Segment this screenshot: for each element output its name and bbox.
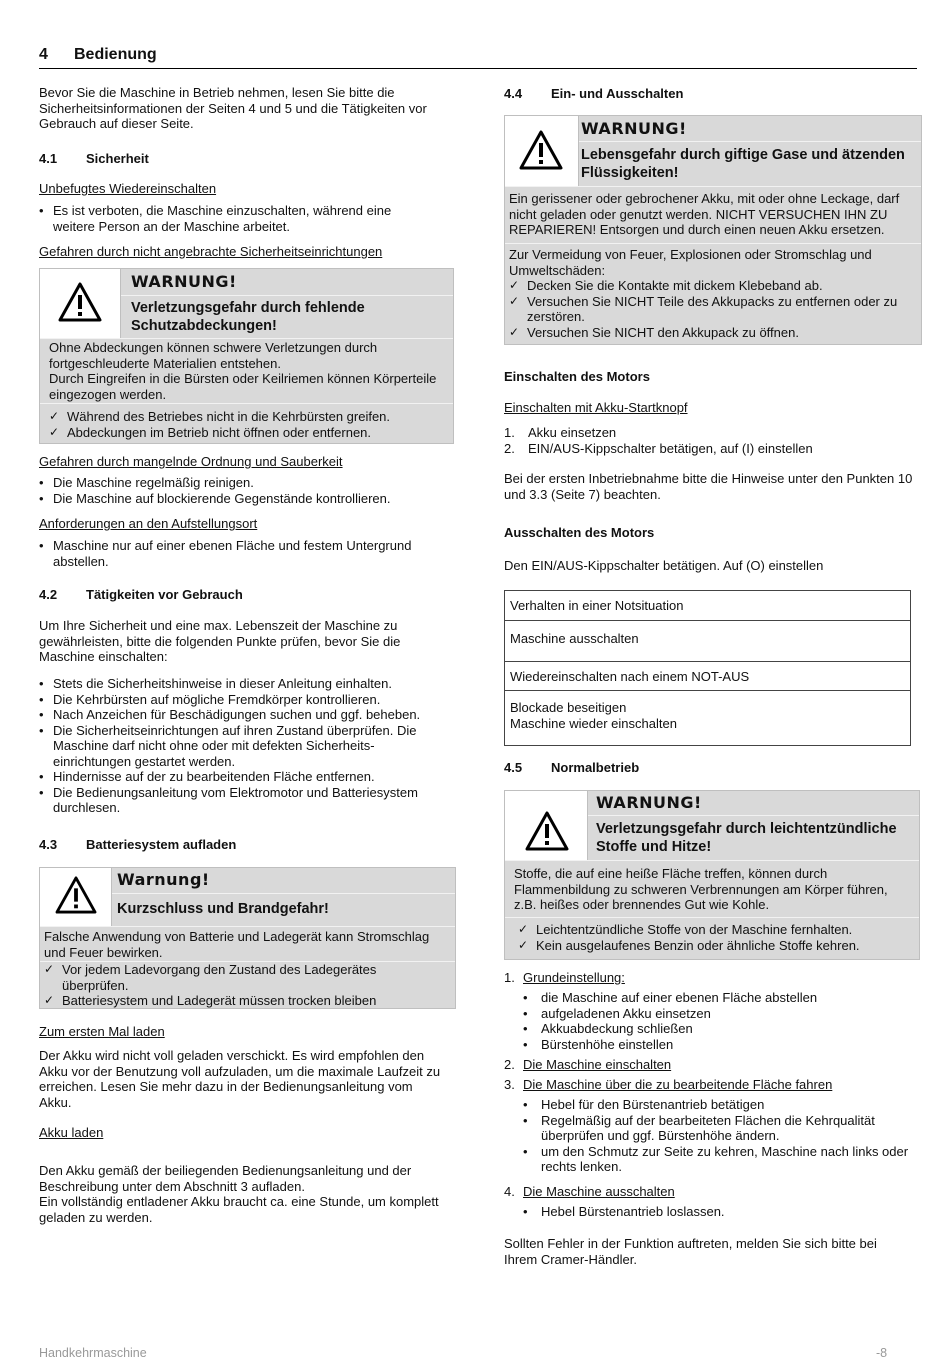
check-item: ✓ Leichtentzündliche Stoffe von der Maschine fernhalten. bbox=[518, 922, 913, 938]
list-item: • Hebel Bürstenantrieb loslassen. bbox=[523, 1204, 914, 1220]
warning-checklist bbox=[509, 278, 917, 340]
step-sublist bbox=[504, 1204, 914, 1220]
warning-body-text: Stoffe, die auf eine heiße Fläche treffen, können durch Flammenbildung zu schweren Verbrennungen am Körper führen, z.B. heißes oder brennendes Gut wie Kohle. bbox=[514, 866, 888, 912]
heading-number: 4.5 bbox=[504, 760, 523, 775]
list-item: • Es ist verboten, die Maschine einzuschalten, während eine weitere Person an der Maschine arbeitet. bbox=[39, 203, 419, 234]
warning-icon-cell bbox=[505, 116, 579, 186]
heading-text: Batteriesystem aufladen bbox=[86, 837, 237, 852]
check-item: ✓ Versuchen Sie NICHT den Akkupack zu öffnen. bbox=[509, 325, 917, 341]
divider bbox=[505, 860, 919, 861]
warning-subtitle: Kurzschluss und Brandgefahr! bbox=[117, 901, 329, 917]
ausschalten-text: Den EIN/AUS-Kippschalter betätigen. Auf (O) einstellen bbox=[504, 558, 824, 573]
list-item: • Hindernisse auf der zu bearbeitenden Fläche entfernen. bbox=[39, 769, 439, 785]
heading-number: 4.3 bbox=[39, 837, 58, 852]
heading-text: Ein- und Ausschalten bbox=[551, 86, 684, 101]
check-item: ✓ Versuchen Sie NICHT Teile des Akkupacks zu entfernen oder zu zerstören. bbox=[509, 294, 917, 325]
akku-laden-text bbox=[39, 1163, 444, 1225]
step-number: 2. bbox=[504, 440, 515, 456]
warning-checklist bbox=[49, 409, 444, 440]
heading-4-4 bbox=[504, 86, 683, 102]
step-item bbox=[504, 441, 904, 457]
warning-title: WARNUNG! bbox=[131, 272, 237, 291]
table-cell: Maschine ausschalten bbox=[510, 631, 639, 646]
divider bbox=[40, 338, 453, 339]
warning-icon-cell bbox=[40, 269, 121, 338]
s42-intro: Um Ihre Sicherheit und eine max. Lebenszeit der Maschine zu gewährleisten, bitte die folgenden Punkte prüfen, bevor Sie die Maschine einschalten: bbox=[39, 618, 401, 664]
step-number: 1. bbox=[504, 425, 515, 440]
warning-box-gases bbox=[504, 115, 922, 345]
paragraph: Den Akku gemäß der beiliegenden Bedienungsanleitung und der Beschreibung unter dem Abschnitt 3 aufladen. bbox=[39, 1163, 412, 1194]
warning-body bbox=[49, 340, 444, 402]
list-item: • Maschine nur auf einer ebenen Fläche und festem Untergrund abstellen. bbox=[39, 538, 439, 569]
divider bbox=[40, 403, 453, 404]
heading-text: Normalbetrieb bbox=[551, 760, 640, 775]
unbefugt-list bbox=[39, 203, 419, 234]
unbefugt-heading: Unbefugtes Wiedereinschalten bbox=[39, 181, 217, 196]
table-row bbox=[505, 661, 910, 690]
divider bbox=[505, 243, 921, 244]
warning-title: WARNUNG! bbox=[581, 119, 687, 138]
emergency-table bbox=[504, 590, 911, 746]
heading-text: Tätigkeiten vor Gebrauch bbox=[86, 587, 243, 602]
heading-number: 4.4 bbox=[504, 86, 523, 101]
step-text: Die Maschine einschalten bbox=[523, 1057, 672, 1072]
erstes-laden-text: Der Akku wird nicht voll geladen verschickt. Es wird empfohlen den Akku vor der Benutzung voll aufzuladen, um die maximale Laufzeit zu erreichen. Lesen Sie mehr dazu in der Bedienungsanleitung vom Akku. bbox=[39, 1048, 441, 1110]
warning-box-battery bbox=[39, 867, 456, 1009]
warning-box-heat bbox=[504, 790, 920, 960]
einschalten-subheading: Einschalten mit Akku-Startknopf bbox=[504, 400, 688, 415]
divider bbox=[579, 141, 921, 142]
divider bbox=[40, 926, 455, 927]
warning-body-2 bbox=[509, 247, 917, 340]
ausschalten-heading: Ausschalten des Motors bbox=[504, 525, 655, 540]
warning-triangle-icon bbox=[58, 282, 102, 322]
closing-text: Sollten Fehler in der Funktion auftreten, melden Sie sich bitte bei Ihrem Cramer-Händler. bbox=[504, 1236, 877, 1267]
heading-4-5 bbox=[504, 760, 639, 776]
section-number: 4 bbox=[39, 46, 48, 63]
divider bbox=[121, 295, 453, 296]
table-row bbox=[505, 690, 910, 745]
step-text: Grundeinstellung: bbox=[523, 970, 625, 985]
warning-body-text: Ohne Abdeckungen können schwere Verletzungen durch fortgeschleuderte Materialien entstehen. bbox=[49, 340, 378, 371]
step-number: 2. bbox=[504, 1057, 515, 1072]
list-item: • Die Sicherheitseinrichtungen auf ihren Zustand überprüfen. Die Maschine darf nicht ohne oder mit defekten Sicherheits- einrichtungen gestartet werden. bbox=[39, 723, 439, 770]
list-item: • Akkuabdeckung schließen bbox=[523, 1021, 914, 1037]
list-item: • Die Kehrbürsten auf mögliche Fremdkörper kontrollieren. bbox=[39, 692, 439, 708]
warning-subtitle: Lebensgefahr durch giftige Gase und ätzenden Flüssigkeiten! bbox=[581, 147, 905, 181]
ordnung-heading: Gefahren durch mangelnde Ordnung und Sauberkeit bbox=[39, 454, 343, 469]
gefahren-heading: Gefahren durch nicht angebrachte Sicherheitseinrichtungen bbox=[39, 244, 383, 259]
check-item: ✓ Abdeckungen im Betrieb nicht öffnen oder entfernen. bbox=[49, 425, 444, 441]
divider bbox=[505, 186, 921, 187]
warning-subtitle: Verletzungsgefahr durch leichtentzündliche Stoffe und Hitze! bbox=[596, 821, 897, 855]
table-row bbox=[505, 620, 910, 661]
warning-triangle-icon bbox=[519, 130, 563, 170]
step-item bbox=[504, 970, 914, 990]
step-sublist bbox=[504, 990, 914, 1052]
step-item bbox=[504, 1057, 914, 1077]
intro-paragraph: Bevor Sie die Maschine in Betrieb nehmen, lesen Sie bitte die Sicherheitsinformationen der Seiten 4 und 5 und die Tätigkeiten vor Gebrauch auf dieser Seite. bbox=[39, 85, 427, 131]
erstes-laden-heading: Zum ersten Mal laden bbox=[39, 1024, 165, 1039]
section-title: Bedienung bbox=[74, 46, 157, 63]
warning-body-text: Falsche Anwendung von Batterie und Ladegerät kann Stromschlag und Feuer bewirken. bbox=[44, 929, 430, 960]
divider bbox=[112, 893, 455, 894]
table-cell: Verhalten in einer Notsituation bbox=[510, 598, 684, 613]
warning-body-text: Zur Vermeidung von Feuer, Explosionen oder Stromschlag und Umweltschäden: bbox=[509, 247, 872, 278]
divider bbox=[588, 815, 919, 816]
step-number: 1. bbox=[504, 970, 515, 985]
section-header bbox=[39, 46, 917, 69]
warning-body-text: Durch Eingreifen in die Bürsten oder Keilriemen können Körperteile eingezogen werden. bbox=[49, 371, 437, 402]
list-item: • Hebel für den Bürstenantrieb betätigen bbox=[523, 1097, 914, 1113]
table-cell: Maschine wieder einschalten bbox=[510, 715, 677, 731]
step-item bbox=[504, 1077, 914, 1097]
table-row bbox=[505, 591, 910, 620]
ordnung-list bbox=[39, 475, 449, 506]
step-item bbox=[504, 425, 904, 441]
heading-number: 4.2 bbox=[39, 587, 58, 602]
list-item: • Die Maschine regelmäßig reinigen. bbox=[39, 475, 449, 491]
check-item: ✓ Kein ausgelaufenes Benzin oder ähnliche Stoffe kehren. bbox=[518, 938, 913, 954]
einschalten-note: Bei der ersten Inbetriebnahme bitte die Hinweise unter den Punkten 10 und 3.3 (Seite 7) beachten. bbox=[504, 471, 913, 502]
warning-title: Warnung! bbox=[117, 870, 210, 889]
heading-text: Sicherheit bbox=[86, 151, 149, 166]
aufstellung-heading: Anforderungen an den Aufstellungsort bbox=[39, 516, 258, 531]
step-text: Akku einsetzen bbox=[528, 425, 617, 440]
step-text: Die Maschine ausschalten bbox=[523, 1183, 675, 1199]
aufstellung-list bbox=[39, 538, 439, 569]
einschalten-steps bbox=[504, 425, 904, 456]
warning-icon-cell bbox=[505, 791, 588, 860]
table-cell: Wiedereinschalten nach einem NOT-AUS bbox=[510, 669, 750, 684]
list-item: • die Maschine auf einer ebenen Fläche abstellen bbox=[523, 990, 914, 1006]
heading-4-3 bbox=[39, 837, 236, 853]
warning-checklist bbox=[518, 922, 913, 953]
heading-number: 4.1 bbox=[39, 151, 58, 166]
warning-checklist bbox=[44, 962, 444, 1009]
step-text: EIN/AUS-Kippschalter betätigen, auf (I) einstellen bbox=[528, 440, 813, 456]
step-number: 3. bbox=[504, 1077, 515, 1092]
warning-box-covers bbox=[39, 268, 454, 444]
list-item: • aufgeladenen Akku einsetzen bbox=[523, 1006, 914, 1022]
warning-title: WARNUNG! bbox=[596, 793, 702, 812]
paragraph: Ein vollständig entladener Akku braucht ca. eine Stunde, um komplett geladen zu werden. bbox=[39, 1194, 439, 1225]
heading-4-1 bbox=[39, 151, 149, 167]
table-cell: Blockade beseitigen bbox=[510, 700, 627, 715]
divider bbox=[505, 917, 919, 918]
check-item: ✓ Decken Sie die Kontakte mit dickem Klebeband ab. bbox=[509, 278, 917, 294]
step-sublist bbox=[504, 1097, 914, 1175]
einschalten-heading: Einschalten des Motors bbox=[504, 369, 650, 384]
warning-subtitle: Verletzungsgefahr durch fehlende Schutzabdeckungen! bbox=[131, 300, 365, 334]
akku-laden-heading: Akku laden bbox=[39, 1125, 104, 1140]
footer-title: Handkehrmaschine bbox=[39, 1346, 147, 1360]
step-number: 4. bbox=[504, 1183, 515, 1199]
step-item bbox=[504, 1184, 914, 1204]
check-item: ✓ Während des Betriebes nicht in die Kehrbürsten greifen. bbox=[49, 409, 444, 425]
page-number: -8 bbox=[876, 1346, 888, 1360]
list-item: • Bürstenhöhe einstellen bbox=[523, 1037, 914, 1053]
heading-4-2 bbox=[39, 587, 243, 603]
list-item: • Stets die Sicherheitshinweise in dieser Anleitung einhalten. bbox=[39, 676, 439, 692]
check-item: ✓ Vor jedem Ladevorgang den Zustand des Ladegerätes überprüfen. bbox=[44, 962, 444, 993]
warning-icon-cell bbox=[40, 868, 112, 926]
list-item: • Die Maschine auf blockierende Gegenstände kontrollieren. bbox=[39, 491, 449, 507]
s42-list bbox=[39, 676, 439, 816]
list-item: • Nach Anzeichen für Beschädigungen suchen und ggf. beheben. bbox=[39, 707, 439, 723]
warning-body-text: Ein gerissener oder gebrochener Akku, mit oder ohne Leckage, darf nicht geladen oder genutzt werden. NICHT VERSUCHEN IHN ZU REPARIEREN! Entsorgen und durch einen neuen Akku ersetzen. bbox=[509, 191, 900, 237]
list-item: • Regelmäßig auf der bearbeiteten Flächen die Kehrqualität überprüfen und ggf. Bürstenhöhe ändern. bbox=[523, 1113, 914, 1144]
check-item: ✓ Batteriesystem und Ladegerät müssen trocken bleiben bbox=[44, 993, 444, 1009]
warning-triangle-icon bbox=[55, 876, 97, 914]
list-item: • Die Bedienungsanleitung vom Elektromotor und Batteriesystem durchlesen. bbox=[39, 785, 439, 816]
list-item: • um den Schmutz zur Seite zu kehren, Maschine nach links oder rechts lenken. bbox=[523, 1144, 914, 1175]
normalbetrieb-steps bbox=[504, 970, 914, 1219]
warning-triangle-icon bbox=[525, 811, 569, 851]
step-text: Die Maschine über die zu bearbeitende Fläche fahren bbox=[523, 1077, 833, 1092]
